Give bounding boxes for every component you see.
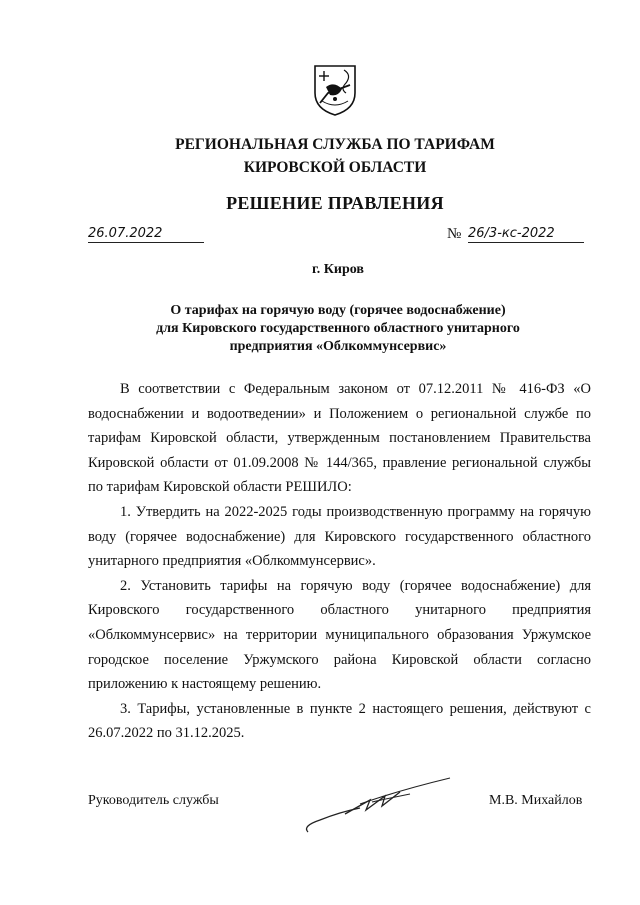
city: г. Киров: [312, 262, 364, 277]
subject-line3: предприятия «Облкоммунсервис»: [229, 339, 447, 354]
signatory-position: Руководитель службы: [88, 793, 219, 808]
preamble-paragraph: В соответствии с Федеральным законом от 07.12.2011 № 416-ФЗ «О водоснабжении и водоотведении» и Положением о региональной службе по тарифам Кировской области, утвержденным постановлением Правительства Кировской области от 01.09.2008 № 144/365, правление региональной службы по тарифам Кировской области РЕШИЛО:: [88, 381, 591, 496]
decision-number: 26/3-кс-2022: [468, 226, 584, 243]
document-type-title: РЕШЕНИЕ ПРАВЛЕНИЯ: [226, 193, 444, 213]
item-paragraph-1: 1. Утвердить на 2022-2025 годы производственную программу на горячую воду (горячее водоснабжение) для Кировского государственного областного унитарного предприятия «Облкоммунсервис».: [88, 503, 591, 570]
organization-name-line1: РЕГИОНАЛЬНАЯ СЛУЖБА ПО ТАРИФАМ: [175, 136, 495, 153]
decision-body: [88, 377, 591, 746]
subject-line1: О тарифах на горячую воду (горячее водоснабжение): [170, 303, 506, 318]
organization-name-line2: КИРОВСКОЙ ОБЛАСТИ: [243, 159, 427, 176]
handwritten-signature: [300, 770, 460, 840]
coat-of-arms-icon: [312, 63, 358, 117]
number-label: №: [447, 226, 462, 242]
signatory-name: М.В. Михайлов: [489, 793, 583, 808]
decision-date: 26.07.2022: [88, 226, 204, 243]
item-paragraph-2: 2. Установить тарифы на горячую воду (горячее водоснабжение) для Кировского государственного областного унитарного предприятия «Облкоммунсервис» на территории муниципального образования Уржумское городское поселение Уржумского района Кировской области согласно приложению к настоящему решению.: [88, 577, 591, 693]
subject-line2: для Кировского государственного областного унитарного: [156, 321, 520, 336]
item-paragraph-3: 3. Тарифы, установленные в пункте 2 настоящего решения, действуют с 26.07.2022 по 31.12.2025.: [88, 700, 591, 742]
